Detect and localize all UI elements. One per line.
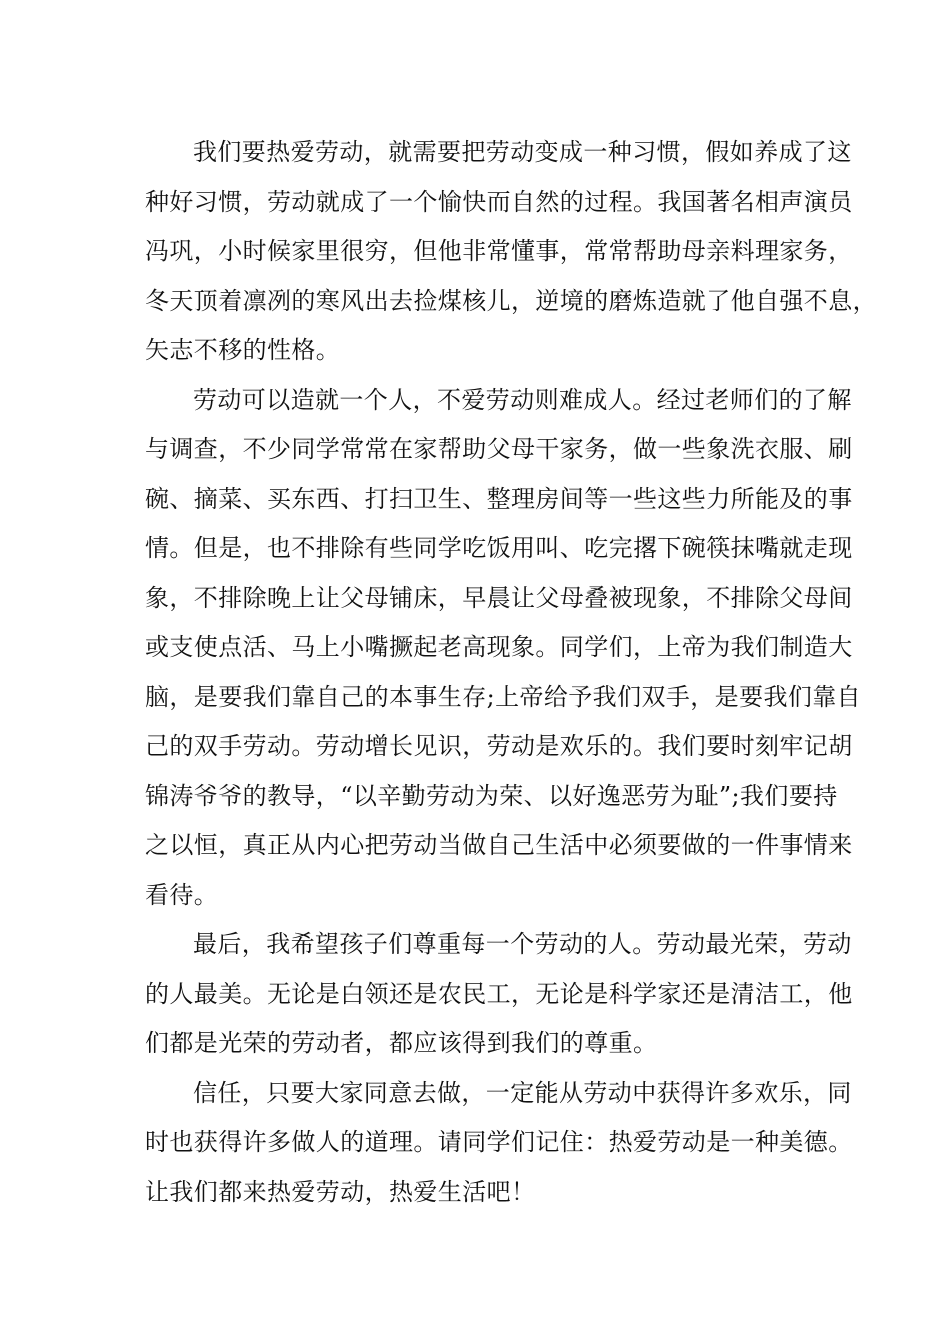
paragraph-2-line-9: 锦涛爷爷的教导，“以辛勤劳动为荣、以好逸恶劳为耻”;我们要持: [145, 781, 838, 810]
paragraph-4-line-2: 时也获得许多做人的道理。请同学们记住：热爱劳动是一种美德。: [145, 1128, 853, 1156]
paragraph-2-line-11: 看待。: [145, 880, 219, 909]
paragraph-1-line-1: 我们要热爱劳动，就需要把劳动变成一种习惯，假如养成了这: [193, 138, 852, 166]
paragraph-2-line-5: 象，不排除晚上让父母铺床，早晨让父母叠被现象，不排除父母间: [145, 583, 853, 612]
paragraph-2-line-6: 或支使点活、马上小嘴撅起老高现象。同学们，上帝为我们制造大: [145, 633, 853, 661]
paragraph-2-line-10: 之以恒，真正从内心把劳动当做自己生活中必须要做的一件事情来: [145, 831, 853, 859]
paragraph-2-line-8: 己的双手劳动。劳动增长见识，劳动是欢乐的。我们要时刻牢记胡: [145, 732, 853, 760]
paragraph-3-line-3: 们都是光荣的劳动者，都应该得到我们的尊重。: [145, 1029, 658, 1057]
paragraph-4-line-1: 信任，只要大家同意去做，一定能从劳动中获得许多欢乐，同: [193, 1078, 852, 1107]
paragraph-3-line-1: 最后，我希望孩子们尊重每一个劳动的人。劳动最光荣，劳动: [193, 930, 852, 958]
document-body: [145, 128, 877, 1217]
paragraph-1-line-5: 矢志不移的性格。: [145, 336, 341, 364]
paragraph-1-line-2: 种好习惯，劳动就成了一个愉快而自然的过程。我国著名相声演员: [145, 187, 853, 216]
paragraph-1-line-3: 冯巩，小时候家里很穷，但他非常懂事，常常帮助母亲料理家务，: [145, 237, 853, 265]
paragraph-2-line-4: 情。但是，也不排除有些同学吃饭用叫、吃完撂下碗筷抹嘴就走现: [145, 534, 853, 562]
paragraph-2-line-7: 脑，是要我们靠自己的本事生存;上帝给予我们双手，是要我们靠自: [145, 682, 862, 711]
paragraph-2-line-2: 与调查，不少同学常常在家帮助父母干家务，做一些象洗衣服、刷: [145, 435, 853, 463]
paragraph-2-line-1: 劳动可以造就一个人，不爱劳动则难成人。经过老师们的了解: [193, 385, 852, 414]
paragraph-4-line-3: 让我们都来热爱劳动，热爱生活吧！: [145, 1177, 536, 1206]
paragraph-3-line-2: 的人最美。无论是白领还是农民工，无论是科学家还是清洁工，他: [145, 979, 853, 1008]
paragraph-2-line-3: 碗、摘菜、买东西、打扫卫生、整理房间等一些这些力所能及的事: [145, 484, 853, 513]
paragraph-1-line-4: 冬天顶着凛冽的寒风出去捡煤核儿，逆境的磨炼造就了他自强不息，: [145, 286, 877, 315]
